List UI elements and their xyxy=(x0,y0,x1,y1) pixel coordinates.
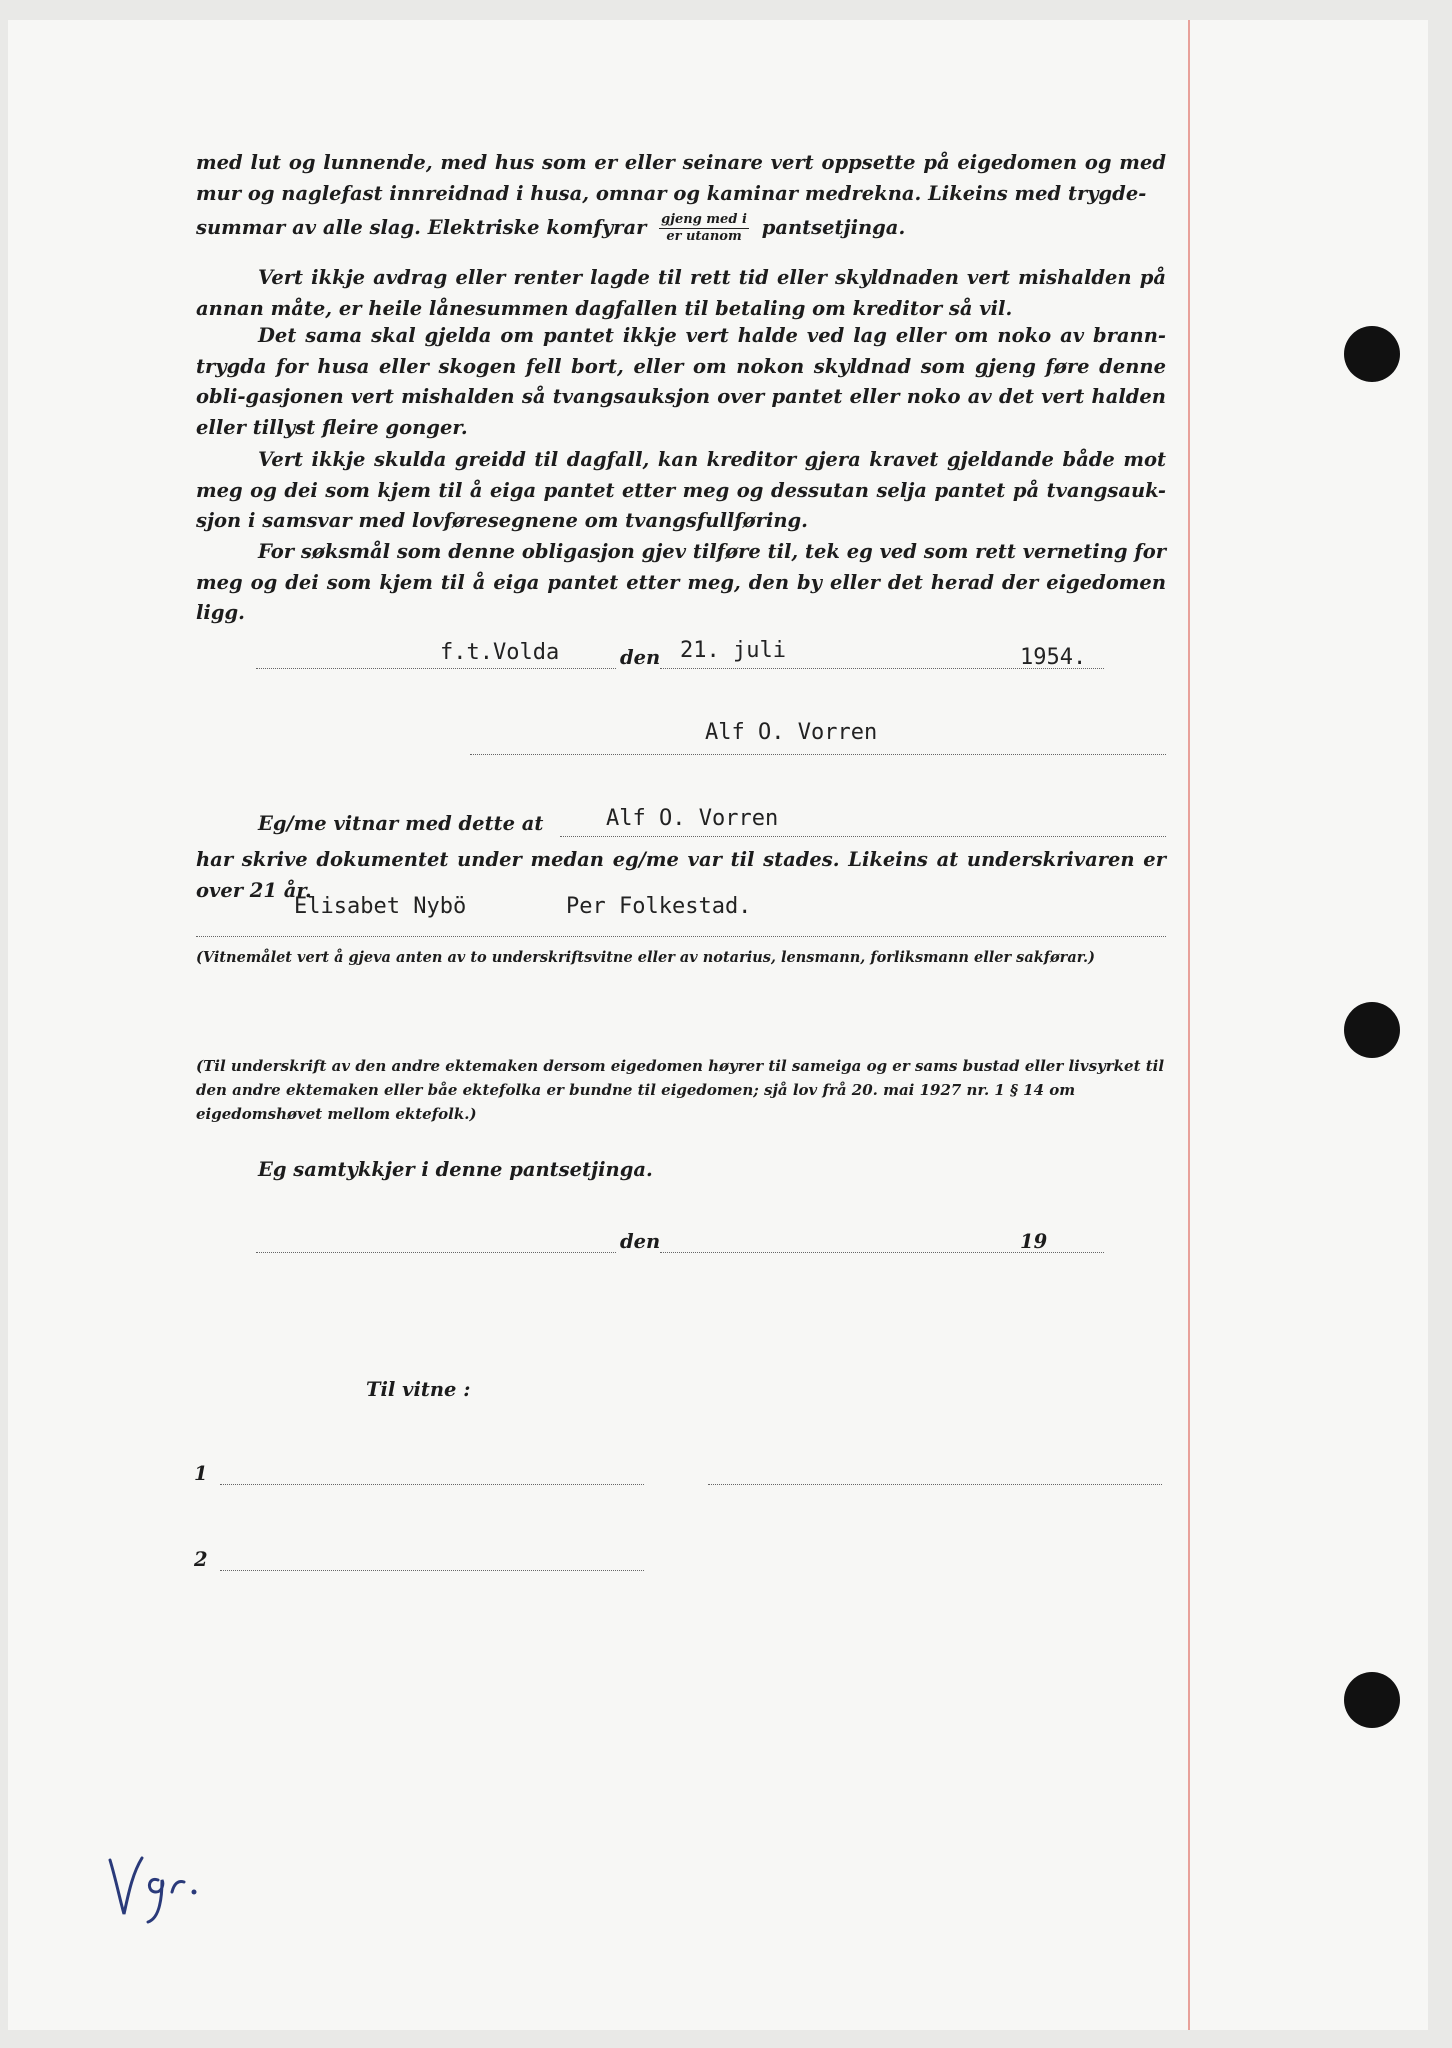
clause-text: summar av alle slag. Elektriske komfyrar xyxy=(196,216,647,239)
fraction-bottom: er utanom xyxy=(666,229,742,244)
witness-note: (Vitnemålet vert å gjeva anten av to underskriftsvitne eller av notarius, lensmann, forliksmann eller sakførar.) xyxy=(196,949,1095,966)
clause-text: pantsetjinga. xyxy=(761,216,906,239)
clause-paragraph-5: For søksmål som denne obligasjon gjev tilføre til, tek eg ved som rett verneting for meg og dei som kjem til å eiga pantet etter meg, den by eller det herad der eigedomen ligg. xyxy=(196,540,1166,624)
den-label: den xyxy=(620,646,661,669)
til-vitne-label: Til vitne : xyxy=(366,1378,471,1401)
margin-initials xyxy=(102,1840,212,1935)
consent-den-label: den xyxy=(620,1230,661,1253)
punch-hole xyxy=(1344,326,1400,382)
place: f.t.Volda xyxy=(440,640,560,665)
place-line xyxy=(256,668,616,669)
clause-text: med lut og lunnende, med hus som er eller seinare vert oppsette på eigedomen og med mur og naglefast innreidnad i husa, omnar og kaminar medrekna. Likeins med trygde- xyxy=(196,151,1166,205)
witness-number-2: 2 xyxy=(194,1548,208,1571)
witnessed-line xyxy=(560,836,1166,837)
consent-place-line xyxy=(256,1252,616,1253)
consent-year-prefix: 19 xyxy=(1020,1230,1048,1253)
punch-hole xyxy=(1344,1672,1400,1728)
witness-line xyxy=(196,936,1166,937)
witness-number-1: 1 xyxy=(194,1462,208,1485)
clause-paragraph-4: Vert ikkje skulda greidd til dagfall, kan kreditor gjera kravet gjeldande både mot meg og dei som kjem til å eiga pantet etter meg og dessutan selja pantet på tvangsauk-sjon i samsvar med lovføresegnene om tvangsfullføring. xyxy=(196,448,1166,532)
fraction-top: gjeng med i xyxy=(661,212,747,227)
consent-text: Eg samtykkjer i denne pantsetjinga. xyxy=(258,1158,653,1181)
year: 1954. xyxy=(1020,645,1087,670)
witness-1-name: Elisabet Nybö xyxy=(294,894,467,919)
witness-lead: Eg/me vitnar med dette at xyxy=(258,812,544,835)
consent-witness-1-line xyxy=(220,1484,644,1485)
witness-2-name: Per Folkestad. xyxy=(566,894,752,919)
witness-text: har skrive dokumentet under medan eg/me var til stades. Likeins at underskrivaren er over 21 år. xyxy=(196,848,1166,902)
spouse-note: (Til underskrift av den andre ektemaken dersom eigedomen høyrer til sameiga og er sams bustad eller livsyrket til den andre ektemaken eller båe ektefolka er bundne til eigedomen; sjå lov frå 20. mai 1927 nr. 1 § 14 om eigedomshøvet mellom ektefolk.) xyxy=(196,1057,1165,1123)
consent-witness-1b-line xyxy=(708,1484,1162,1485)
clause-paragraph-2: Vert ikkje avdrag eller renter lagde til rett tid eller skyldnaden vert mishalden på annan måte, er heile lånesummen dagfallen til betaling om kreditor så vil. xyxy=(196,266,1166,320)
clause-paragraph-3: Det sama skal gjelda om pantet ikkje vert halde ved lag eller om noko av brann-trygda for husa eller skogen fell bort, eller om nokon skyldnad som gjeng føre denne obli-gasjonen vert mishalden så tvangsauksjon over pantet eller noko av det vert halden eller tillyst fleire gonger. xyxy=(196,324,1166,439)
choice-fraction xyxy=(659,212,749,245)
signer-name: Alf O. Vorren xyxy=(705,720,878,745)
consent-witness-2-line xyxy=(220,1570,644,1571)
handwritten-initials-icon xyxy=(102,1840,212,1930)
clause-paragraph-1 xyxy=(196,148,1166,209)
date: 21. juli xyxy=(680,638,786,663)
witnessed-signer: Alf O. Vorren xyxy=(606,806,779,831)
punch-hole xyxy=(1344,1002,1400,1058)
margin-rule xyxy=(1188,20,1190,2030)
clause-paragraph-1-end xyxy=(196,212,905,245)
signer-line xyxy=(470,754,1166,755)
